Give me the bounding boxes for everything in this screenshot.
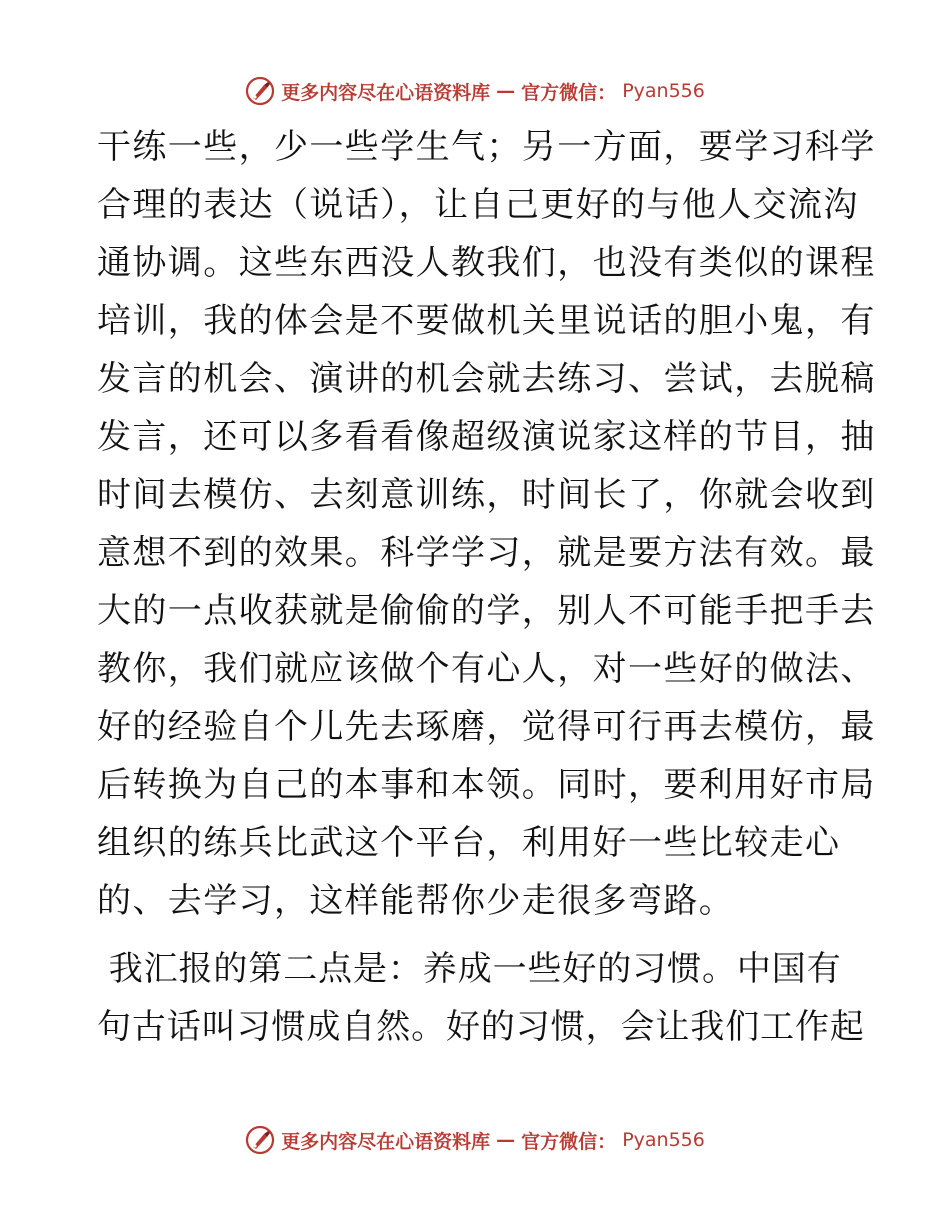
watermark-wechat-id: Pyan556 xyxy=(622,1129,705,1151)
paragraph-gap xyxy=(97,930,857,940)
watermark-text: 更多内容尽在心语资料库 xyxy=(281,1130,491,1153)
text-line: 合理的表达（说话），让自己更好的与他人交流沟 xyxy=(97,185,859,225)
pen-nib-logo-icon xyxy=(245,76,275,106)
text-line: 发言的机会、演讲的机会就去练习、尝试，去脱稿 xyxy=(97,359,876,399)
watermark-text: 更多内容尽在心语资料库 xyxy=(281,81,491,104)
text-line: 干练一些，少一些学生气；另一方面，要学习科学 xyxy=(97,127,876,167)
text-line: 发言，还可以多看看像超级演说家这样的节目，抽 xyxy=(97,417,876,457)
text-line: 教你，我们就应该做个有心人，对一些好的做法、 xyxy=(97,649,876,689)
text-line: 组织的练兵比武这个平台，利用好一些比较走心 xyxy=(97,823,841,863)
text-line: 意想不到的效果。科学学习，就是要方法有效。最 xyxy=(97,533,876,573)
text-line: 时间去模仿、去刻意训练，时间长了，你就会收到 xyxy=(97,475,876,515)
footer-watermark xyxy=(0,1120,950,1160)
pen-nib-logo-icon xyxy=(245,1125,275,1155)
text-line: 好的经验自个儿先去琢磨，觉得可行再去模仿，最 xyxy=(97,707,876,747)
watermark-wechat-label: 官方微信： xyxy=(521,81,617,104)
watermark-wechat-id: Pyan556 xyxy=(622,80,705,102)
text-line: 后转换为自己的本事和本领。同时，要利用好市局 xyxy=(97,765,876,805)
text-line: 我汇报的第二点是：养成一些好的习惯。中国有 xyxy=(97,949,842,989)
header-watermark xyxy=(0,71,950,111)
text-line: 培训，我的体会是不要做机关里说话的胆小鬼，有 xyxy=(97,301,876,341)
document-body xyxy=(97,118,876,1056)
text-line: 通协调。这些东西没人教我们，也没有类似的课程 xyxy=(97,243,876,283)
watermark-separator: — xyxy=(496,80,516,102)
watermark-wechat-label: 官方微信： xyxy=(521,1130,617,1153)
watermark-separator: — xyxy=(496,1129,516,1151)
text-line: 句古话叫习惯成自然。好的习惯，会让我们工作起 xyxy=(97,1007,865,1047)
text-line: 的、去学习，这样能帮你少走很多弯路。 xyxy=(97,881,735,921)
paragraph-2 xyxy=(97,940,865,1056)
text-line: 大的一点收获就是偷偷的学，别人不可能手把手去 xyxy=(97,591,876,631)
paragraph-1 xyxy=(97,118,876,930)
